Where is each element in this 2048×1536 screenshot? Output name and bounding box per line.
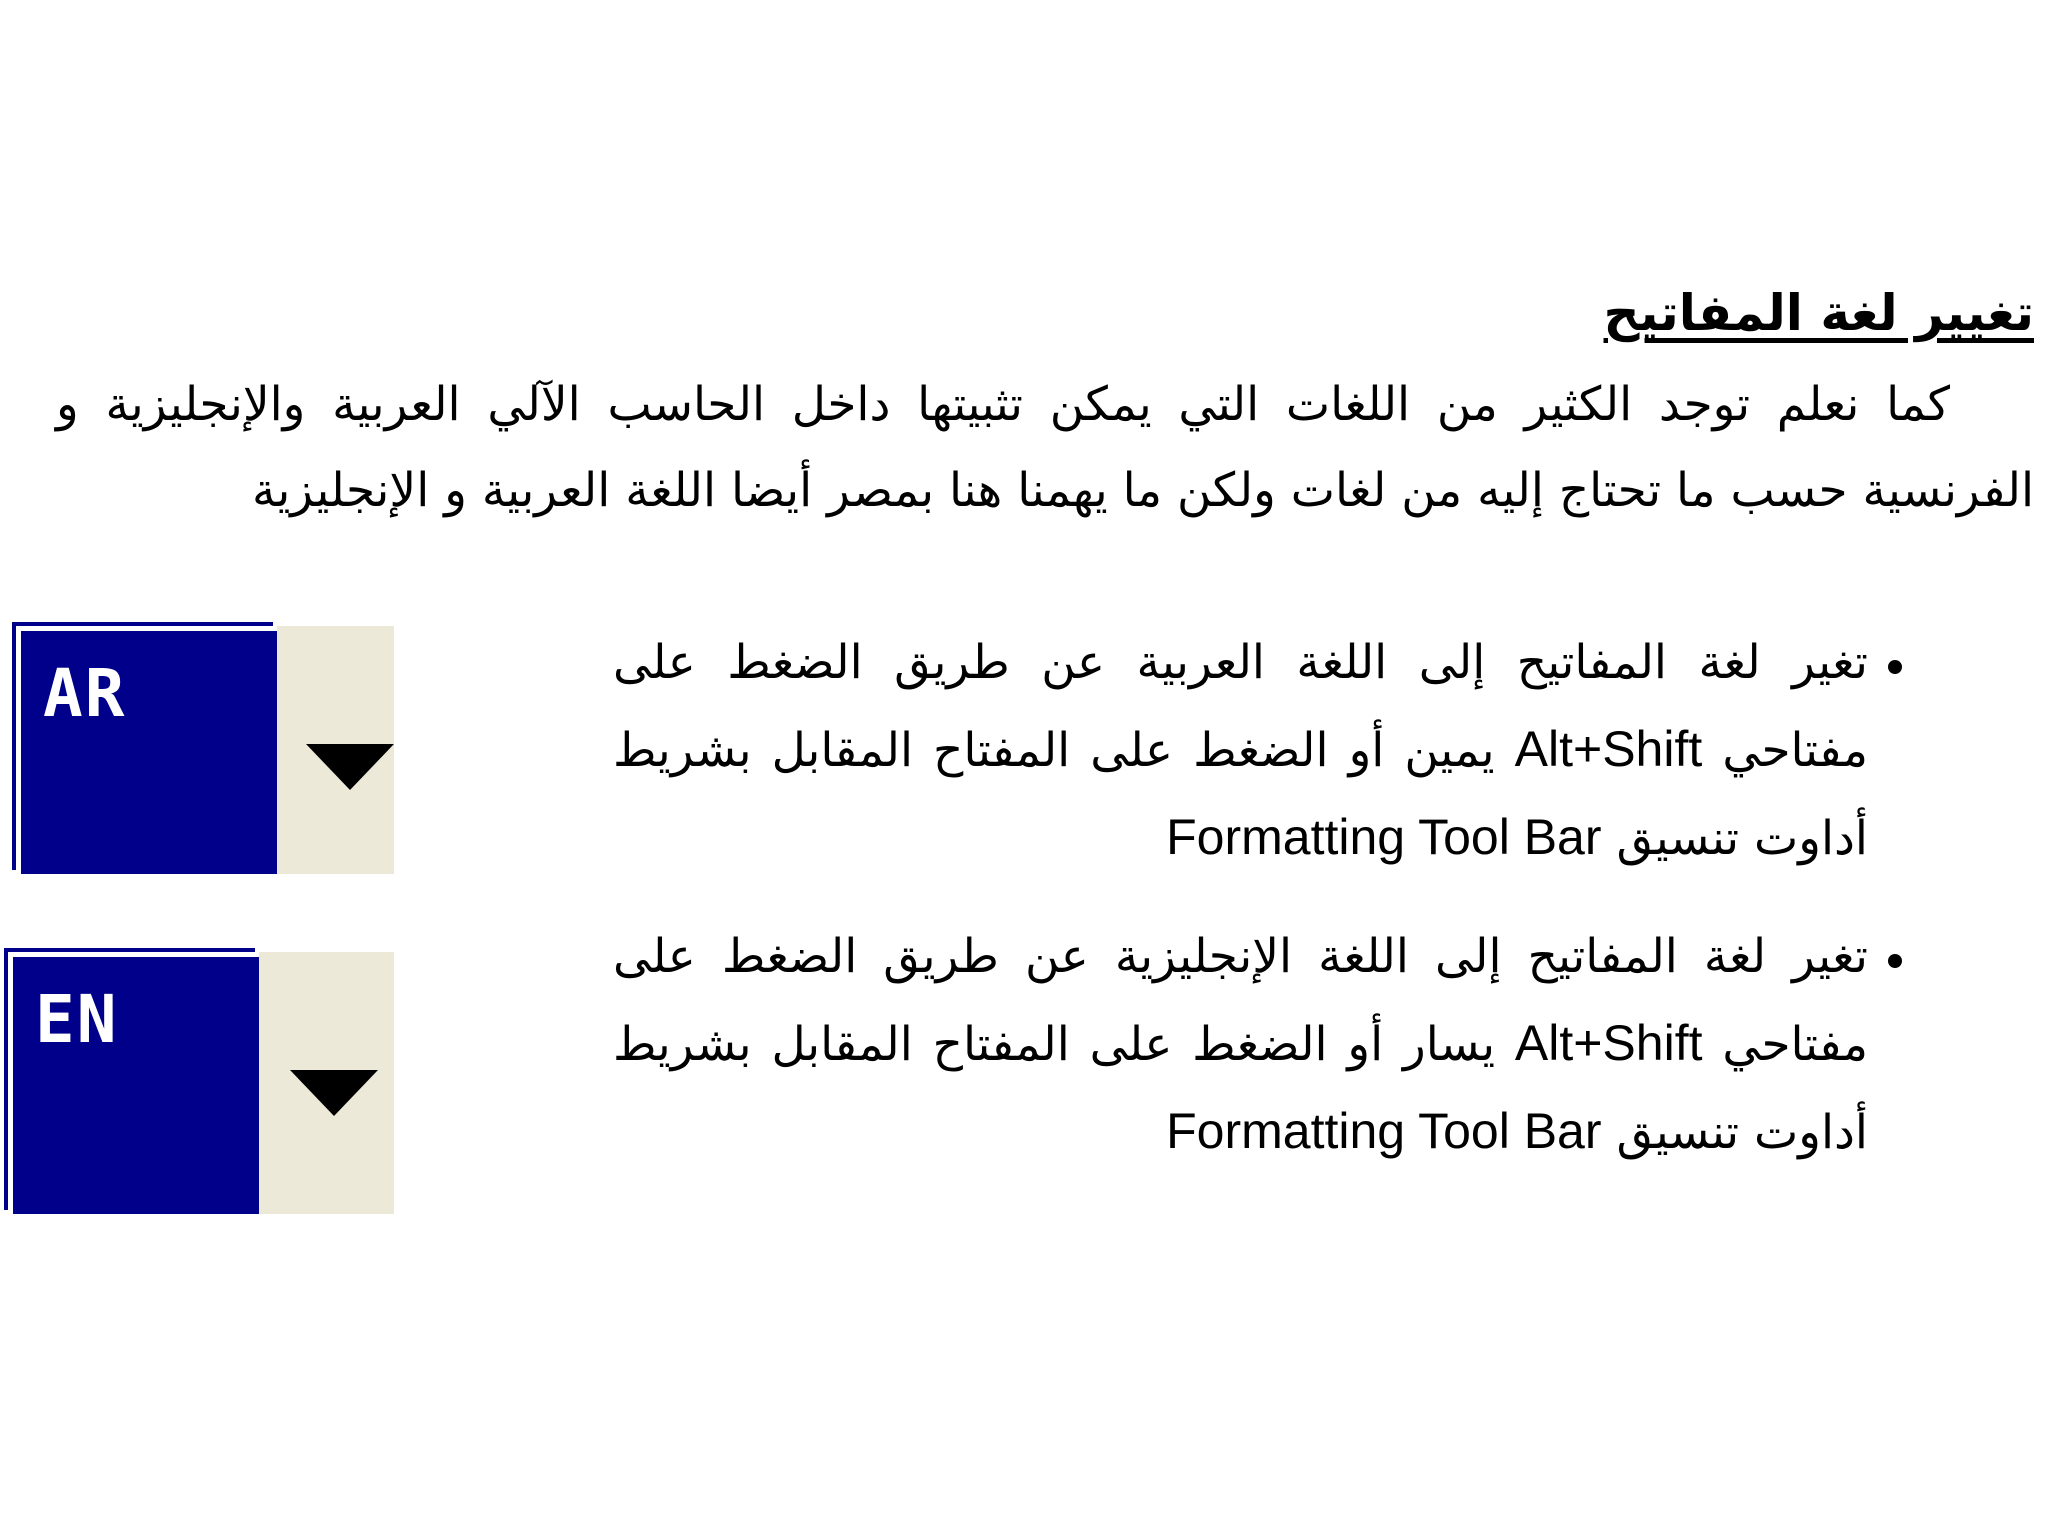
- language-bar-ar[interactable]: [16, 626, 394, 874]
- bullet-dot-icon: [1888, 660, 1902, 674]
- slide-title: تغيير لغة المفاتيح: [1603, 284, 2034, 342]
- toolbar-name: Formatting Tool Bar: [1166, 809, 1602, 865]
- bullet-dot-icon: [1888, 954, 1902, 968]
- bullet-item-english: [436, 914, 2048, 1160]
- shortcut-keys: Alt+Shift: [1514, 1015, 1703, 1071]
- bullet-text-part: يسار أو الضغط على المفتاح المقابل بشريط أداوت تنسيق: [613, 1017, 1868, 1160]
- language-indicator-en[interactable]: [8, 952, 259, 1214]
- bullet-item-arabic: [436, 620, 2048, 866]
- language-indicator-ar[interactable]: [16, 626, 277, 874]
- intro-paragraph: كما نعلم توجد الكثير من اللغات التي يمكن تثبيتها داخل الحاسب الآلي العربية والإنجليزية و الفرنسية حسب ما تحتاج إليه من لغات ولكن ما يهمنا هنا بمصر أيضا اللغة العربية و الإنجليزية: [56, 377, 2034, 518]
- toolbar-name: Formatting Tool Bar: [1166, 1103, 1602, 1159]
- dropdown-arrow-icon[interactable]: [306, 744, 394, 790]
- bullet-text-part: تغير لغة المفاتيح إلى اللغة الإنجليزية عن طريق الضغط على مفتاحي: [613, 929, 1868, 1072]
- language-code-ar: AR: [43, 655, 127, 732]
- shortcut-keys: Alt+Shift: [1514, 721, 1703, 777]
- bullet-text: [613, 914, 1868, 1176]
- bullet-text: [613, 620, 1868, 882]
- bullet-text-part: تغير لغة المفاتيح إلى اللغة العربية عن طريق الضغط على مفتاحي: [613, 635, 1869, 778]
- dropdown-arrow-icon[interactable]: [290, 1070, 378, 1116]
- language-bar-en[interactable]: [8, 952, 394, 1214]
- language-code-en: EN: [35, 981, 119, 1058]
- bullet-text-part: يمين أو الضغط على المفتاح المقابل بشريط أداوت تنسيق: [613, 723, 1868, 866]
